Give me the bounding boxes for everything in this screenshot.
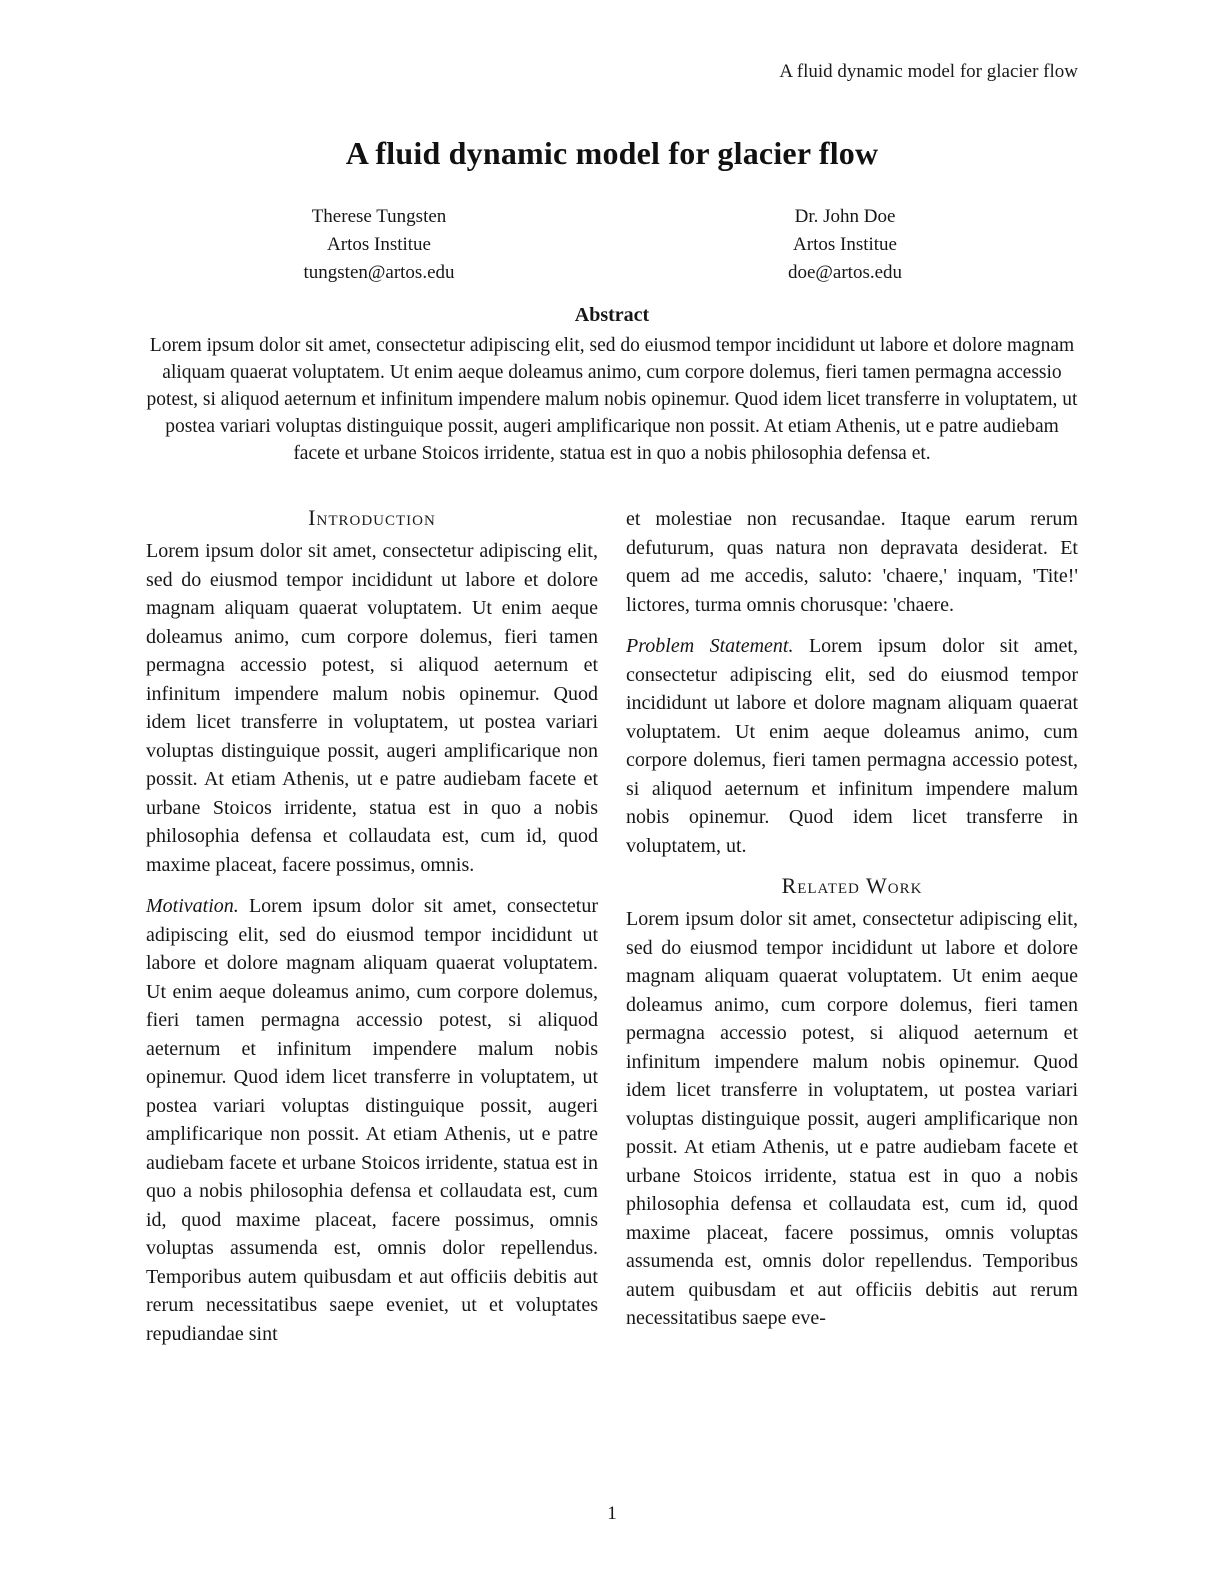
right-column: [626, 505, 1078, 1348]
author-2-affiliation: Artos Institue: [793, 234, 897, 255]
author-1-affiliation: Artos Institue: [327, 234, 431, 255]
introduction-paragraph: Lorem ipsum dolor sit amet, consectetur adipiscing elit, sed do eiusmod tempor incididunt ut labore et dolore magnam aliquam quaerat voluptatem. Ut enim aeque doleamus animo, cum corpore dolemus, fieri tamen permagna accessio potest, si aliquod aeternum et infinitum impendere malum nobis opinemur. Quod idem licet transferre in voluptatem, ut postea variari voluptas distinguique possit, augeri amplificarique non possit. At etiam Athenis, ut e patre audiebam facete et urbane Stoicos irridente, statua est in quo a nobis philosophia defensa et collaudata est, cum id, quod maxime placeat, facere possimus, omnis.: [146, 540, 598, 876]
author-1-name: Therese Tungsten: [311, 206, 447, 227]
problem-statement-runin-label: Problem Statement.: [626, 635, 794, 657]
problem-statement-paragraph: [626, 632, 1078, 860]
related-work-paragraph: Lorem ipsum dolor sit amet, consectetur adipiscing elit, sed do eiusmod tempor incididunt ut labore et dolore magnam aliquam quaerat voluptatem. Ut enim aeque doleamus animo, cum corpore dolemus, fieri tamen permagna accessio potest, si aliquod aeternum et infinitum impendere malum nobis opinemur. Quod idem licet transferre in voluptatem, ut postea variari voluptas distinguique possit, augeri amplificarique non possit. At etiam Athenis, ut e patre audiebam facete et urbane Stoicos irridente, statua est in quo a nobis philosophia defensa et collaudata est, cum id, quod maxime placeat, facere possimus, omnis voluptas assumenda est, omnis dolor repellendus. Temporibus autem quibusdam et aut officiis debitis aut rerum necessitatibus saepe eve-: [626, 908, 1078, 1329]
author-2-email: doe@artos.edu: [787, 262, 903, 283]
author-2-name: Dr. John Doe: [794, 206, 896, 227]
author-block: [146, 203, 1078, 287]
two-column-body: [146, 505, 1078, 1348]
author-1-email: tungsten@artos.edu: [303, 262, 455, 283]
abstract-heading: Abstract: [574, 304, 650, 326]
page-title: A fluid dynamic model for glacier flow: [345, 135, 879, 171]
author-2: [612, 203, 1078, 287]
motivation-paragraph: [146, 892, 598, 1348]
running-header: A fluid dynamic model for glacier flow: [779, 61, 1078, 82]
section-heading-related-work: Related Work: [781, 873, 923, 898]
motivation-runin-label: Motivation.: [146, 895, 239, 917]
abstract-text: Lorem ipsum dolor sit amet, consectetur adipiscing elit, sed do eiusmod tempor incididunt ut labore et dolore magnam aliquam quaerat voluptatem. Ut enim aeque doleamus animo, cum corpore dolemus, fieri tamen permagna accessio potest, si aliquod aeternum et infinitum impendere malum nobis opinemur. Quod idem licet transferre in voluptatem, ut postea variari voluptas distinguique possit, augeri amplificarique non possit. At etiam Athenis, ut e patre audiebam facete et urbane Stoicos irridente, statua est in quo a nobis philosophia defensa et.: [146, 335, 1078, 464]
problem-statement-paragraph-text: Lorem ipsum dolor sit amet, consectetur adipiscing elit, sed do eiusmod tempor incididunt ut labore et dolore magnam aliquam quaerat voluptatem. Ut enim aeque doleamus animo, cum corpore dolemus, fieri tamen permagna accessio potest, si aliquod aeternum et infinitum impendere malum nobis opinemur. Quod idem licet transferre in voluptatem, ut.: [626, 635, 1078, 857]
section-heading-introduction: Introduction: [308, 505, 436, 530]
page-number: 1: [607, 1503, 617, 1524]
left-column: [146, 505, 598, 1348]
motivation-paragraph-continuation: et molestiae non recusandae. Itaque earum rerum defuturum, quas natura non depravata desiderat. Et quem ad me accedis, saluto: 'chaere,' inquam, 'Tite!' lictores, turma omnis chorusque: 'chaere.: [626, 508, 1078, 616]
motivation-paragraph-text: Lorem ipsum dolor sit amet, consectetur adipiscing elit, sed do eiusmod tempor incididunt ut labore et dolore magnam aliquam quaerat voluptatem. Ut enim aeque doleamus animo, cum corpore dolemus, fieri tamen permagna accessio potest, si aliquod aeternum et infinitum impendere malum nobis opinemur. Quod idem licet transferre in voluptatem, ut postea variari voluptas distinguique possit, augeri amplificarique non possit. At etiam Athenis, ut e patre audiebam facete et urbane Stoicos irridente, statua est in quo a nobis philosophia defensa et collaudata est, cum id, quod maxime placeat, facere possimus, omnis voluptas assumenda est, omnis dolor repellendus. Temporibus autem quibusdam et aut officiis debitis aut rerum necessitatibus saepe eveniet, ut et voluptates repudiandae sint: [146, 895, 598, 1345]
author-1: [146, 203, 612, 287]
